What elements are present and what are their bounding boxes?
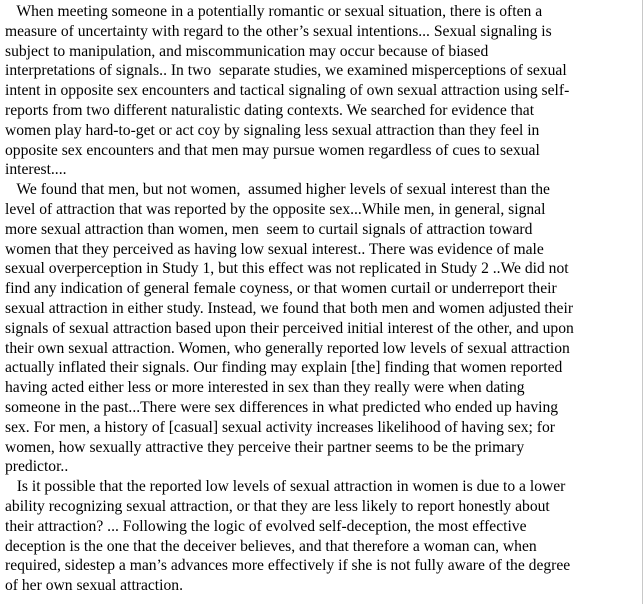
text-line: signals of sexual attraction based upon their perceived initial interest of the other, and upon: [5, 319, 574, 337]
text-line: ability recognizing sexual attraction, or that they are less likely to report honestly about: [5, 497, 550, 515]
text-line: sex. For men, a history of [casual] sexual activity increases likelihood of having sex; for: [5, 418, 555, 436]
text-line: women, how sexually attractive they perceive their partner seems to be the primary: [5, 438, 525, 456]
paragraph-findings: [5, 180, 637, 477]
text-line: measure of uncertainty with regard to the other’s sexual intentions... Sexual signaling is: [5, 22, 552, 40]
text-line: more sexual attraction than women, men seem to curtail signals of attraction toward: [5, 220, 533, 238]
text-line: Is it possible that the reported low levels of sexual attraction in women is due to a lower: [5, 478, 566, 496]
text-line: their attraction? ... Following the logic of evolved self-deception, the most effective: [5, 517, 527, 535]
document-text: [5, 2, 637, 596]
text-line: interest....: [5, 161, 67, 179]
text-line: their own sexual attraction. Women, who generally reported low levels of sexual attraction: [5, 339, 570, 357]
text-line: interpretations of signals.. In two separate studies, we examined misperceptions of sexual: [5, 62, 567, 80]
text-line: required, sidestep a man’s advances more effectively if she is not fully aware of the degree: [5, 557, 571, 575]
text-line: women play hard-to-get or act coy by signaling less sexual attraction than they feel in: [5, 121, 540, 139]
text-line: We found that men, but not women, assumed higher levels of sexual interest than the: [5, 181, 550, 199]
text-line: sexual overperception in Study 1, but this effect was not replicated in Study 2 ..We did not: [5, 260, 569, 278]
text-line: reports from two different naturalistic dating contexts. We searched for evidence that: [5, 101, 535, 119]
paragraph-discussion: [5, 477, 637, 596]
text-line: predictor..: [5, 458, 69, 476]
text-line: of her own sexual attraction.: [5, 577, 183, 595]
text-line: opposite sex encounters and that men may pursue women regardless of cues to sexual: [5, 141, 540, 159]
text-line: actually inflated their signals. Our finding may explain [the] finding that women reported: [5, 359, 563, 377]
text-line: find any indication of general female coyness, or that women curtail or underreport their: [5, 280, 557, 298]
text-line: deception is the one that the deceiver believes, and that therefore a woman can, when: [5, 537, 537, 555]
text-line: When meeting someone in a potentially romantic or sexual situation, there is often a: [5, 3, 543, 20]
text-line: having acted either less or more interested in sex than they really were when dating: [5, 379, 525, 397]
text-line: intent in opposite sex encounters and tactical signaling of own sexual attraction using self-: [5, 82, 570, 100]
text-line: level of attraction that was reported by the opposite sex...While men, in general, signal: [5, 200, 546, 218]
text-line: women that they perceived as having low sexual interest.. There was evidence of male: [5, 240, 544, 258]
text-line: someone in the past...There were sex differences in what predicted who ended up having: [5, 398, 559, 416]
paragraph-intro: [5, 2, 637, 180]
text-line: subject to manipulation, and miscommunication may occur because of biased: [5, 42, 489, 60]
text-line: sexual attraction in either study. Instead, we found that both men and women adjusted their: [5, 299, 574, 317]
